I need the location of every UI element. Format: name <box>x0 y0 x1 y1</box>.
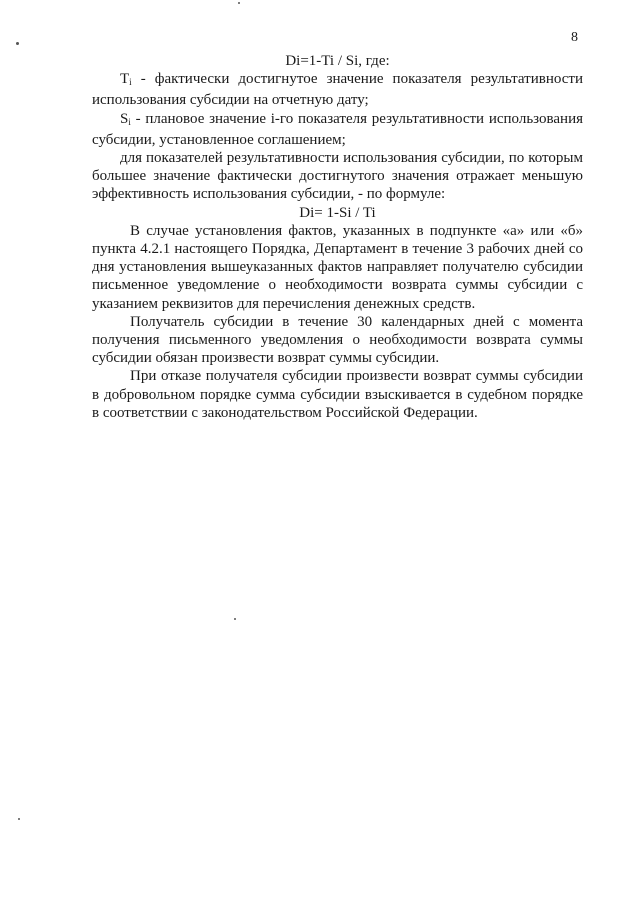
scan-speck <box>238 2 240 4</box>
formula-di: Di=1-Ti / Si, где: <box>285 53 390 69</box>
definition-s <box>92 110 583 149</box>
paragraph-refund-notice: В случае установления фактов, указанных в подпункте «а» или «б» пункта 4.2.1 настоящего Порядка, Департамент в течение 3 рабочих дней со дня установления вышеуказанных фактов направляет получателю субсидии письменное уведомление о необходимости возврата суммы субсидии с указанием реквизитов для перечисления денежных средств. <box>92 222 583 312</box>
scan-speck <box>234 618 236 620</box>
paragraph-inverse-indicators: для показателей результативности использования субсидии, по которым большее значение фактически достигнутого значения отражает меньшую эффективность использования субсидии, - по формуле: <box>92 150 583 203</box>
page-number: 8 <box>571 30 578 45</box>
symbol-s: S <box>120 110 129 127</box>
scan-speck <box>18 818 20 820</box>
symbol-t: T <box>120 71 130 88</box>
document-body <box>92 52 583 422</box>
paragraph-court-recovery: При отказе получателя субсидии произвести возврат суммы субсидии в добровольном порядке сумма субсидии взыскивается в судебном порядке в соответствии с законодательством Российской Федерации. <box>92 368 583 421</box>
definition-t-text: - фактически достигнутое значение показателя результативности использования субсидии на отчетную дату; <box>92 71 583 109</box>
paragraph-refund-deadline: Получатель субсидии в течение 30 календарных дней с момента получения письменного уведомления о необходимости возврата суммы субсидии обязан произвести возврат суммы субсидии. <box>92 313 583 367</box>
formula-di-inverse: Di= 1-Si / Ti <box>299 204 376 221</box>
scan-speck <box>16 42 19 45</box>
definition-t <box>92 70 583 109</box>
subscript-s: i <box>128 116 131 127</box>
subscript-t: i <box>129 77 132 88</box>
definition-s-text: - плановое значение i-го показателя результативности использования субсидии, установленное соглашением; <box>92 110 583 148</box>
